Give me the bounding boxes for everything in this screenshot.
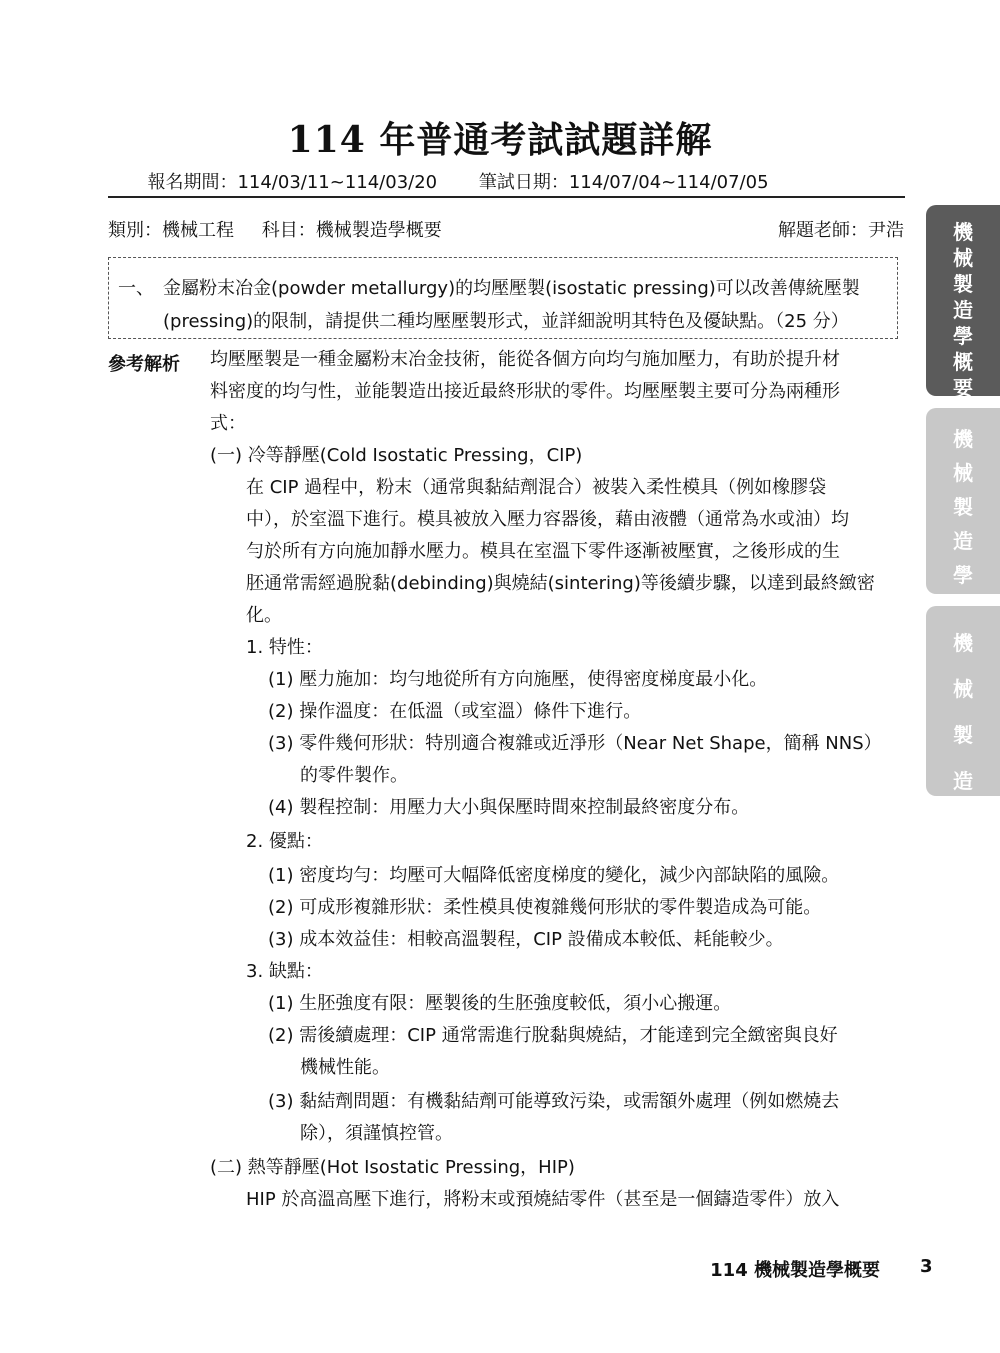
subsection-heading: 2. 優點： — [246, 831, 323, 852]
exam-meta — [108, 216, 464, 242]
side-tab-label: 機 — [953, 220, 973, 244]
section-heading: (二) 熱等靜壓(Hot Isostatic Pressing，HIP) — [210, 1157, 575, 1178]
list-item: (1) 生胚強度有限：壓製後的生胚強度較低，須小心搬運。 — [268, 993, 732, 1014]
list-item: (2) 可成形複雜形狀：柔性模具使複雜幾何形狀的零件製造成為可能。 — [268, 897, 822, 918]
question-line: 金屬粉末冶金(powder metallurgy)的均壓壓製(isostatic pressing)可以改善傳統壓製 — [163, 278, 860, 299]
answer-line: 中），於室溫下進行。模具被放入壓力容器後，藉由液體（通常為水或油）均 — [246, 509, 849, 530]
question-line: (pressing)的限制，請提供二種均壓壓製形式，並詳細說明其特色及優缺點。（25 分） — [163, 311, 849, 332]
answer-line: 勻於所有方向施加靜水壓力。模具在室溫下零件逐漸被壓實，之後形成的生 — [246, 541, 840, 562]
list-item: (2) 操作溫度：在低溫（或室溫）條件下進行。 — [268, 701, 642, 722]
answer-line: 化。 — [246, 605, 282, 626]
subsection-heading: 1. 特性： — [246, 637, 323, 658]
side-tab-primary[interactable]: 機 械 製 造 學 概 要 — [926, 205, 1000, 396]
page-title: 114 年普通考試試題詳解 — [287, 119, 713, 161]
answer-label: 參考解析 — [108, 354, 180, 375]
list-item-continued: 的零件製作。 — [300, 765, 408, 786]
answer-line: HIP 於高溫高壓下進行，將粉末或預燒結零件（甚至是一個鑄造零件）放入 — [246, 1189, 840, 1210]
subsection-heading: 3. 缺點： — [246, 961, 323, 982]
question-number: 一、 — [118, 278, 154, 299]
list-item: (1) 密度均勻：均壓可大幅降低密度梯度的變化，減少內部缺陷的風險。 — [268, 865, 840, 886]
answer-line: 胚通常需經過脫黏(debinding)與燒結(sintering)等後續步驟，以達到最終緻密 — [246, 573, 875, 594]
header-divider — [108, 196, 905, 198]
question-text — [163, 272, 898, 338]
list-item: (4) 製程控制：用壓力大小與保壓時間來控制最終密度分布。 — [268, 797, 750, 818]
side-tab-tertiary[interactable]: 機 械 製 造 — [926, 606, 1000, 796]
side-tab-secondary[interactable]: 機 械 製 造 學 — [926, 408, 1000, 594]
list-item: (1) 壓力施加：均勻地從所有方向施壓，使得密度梯度最小化。 — [268, 669, 768, 690]
list-item: (3) 零件幾何形狀：特別適合複雜或近淨形（Near Net Shape，簡稱 NNS） — [268, 733, 882, 754]
teacher-label: 解題老師：尹浩 — [778, 220, 904, 241]
subject-label: 科目：機械製造學概要 — [261, 220, 442, 241]
exam-dates — [0, 168, 916, 194]
side-tab-label: 機 — [953, 631, 973, 655]
page-number: 3 — [920, 1256, 933, 1277]
answer-line: 均壓壓製是一種金屬粉末冶金技術，能從各個方向均勻施加壓力，有助於提升材 — [210, 349, 840, 370]
list-item: (2) 需後續處理：CIP 通常需進行脫黏與燒結，才能達到完全緻密與良好 — [268, 1025, 838, 1046]
list-item-continued: 除），須謹慎控管。 — [300, 1123, 453, 1144]
category-label: 類別：機械工程 — [108, 220, 234, 241]
list-item: (3) 黏結劑問題：有機黏結劑可能導致污染，或需額外處理（例如燃燒去 — [268, 1091, 840, 1112]
registration-period: 報名期間：114/03/11~114/03/20 — [147, 172, 438, 193]
list-item-continued: 機械性能。 — [300, 1057, 390, 1078]
answer-line: 料密度的均勻性，並能製造出接近最終形狀的零件。均壓壓製主要可分為兩種形 — [210, 381, 840, 402]
answer-line: 式： — [210, 413, 246, 434]
footer-title: 114 機械製造學概要 — [710, 1260, 880, 1281]
section-heading: (一) 冷等靜壓(Cold Isostatic Pressing，CIP) — [210, 445, 583, 466]
list-item: (3) 成本效益佳：相較高溫製程，CIP 設備成本較低、耗能較少。 — [268, 929, 784, 950]
answer-line: 在 CIP 過程中，粉末（通常與黏結劑混合）被裝入柔性模具（例如橡膠袋 — [246, 477, 827, 498]
exam-date: 筆試日期：114/07/04~114/07/05 — [478, 172, 769, 193]
side-tab-label: 機 — [953, 427, 973, 451]
